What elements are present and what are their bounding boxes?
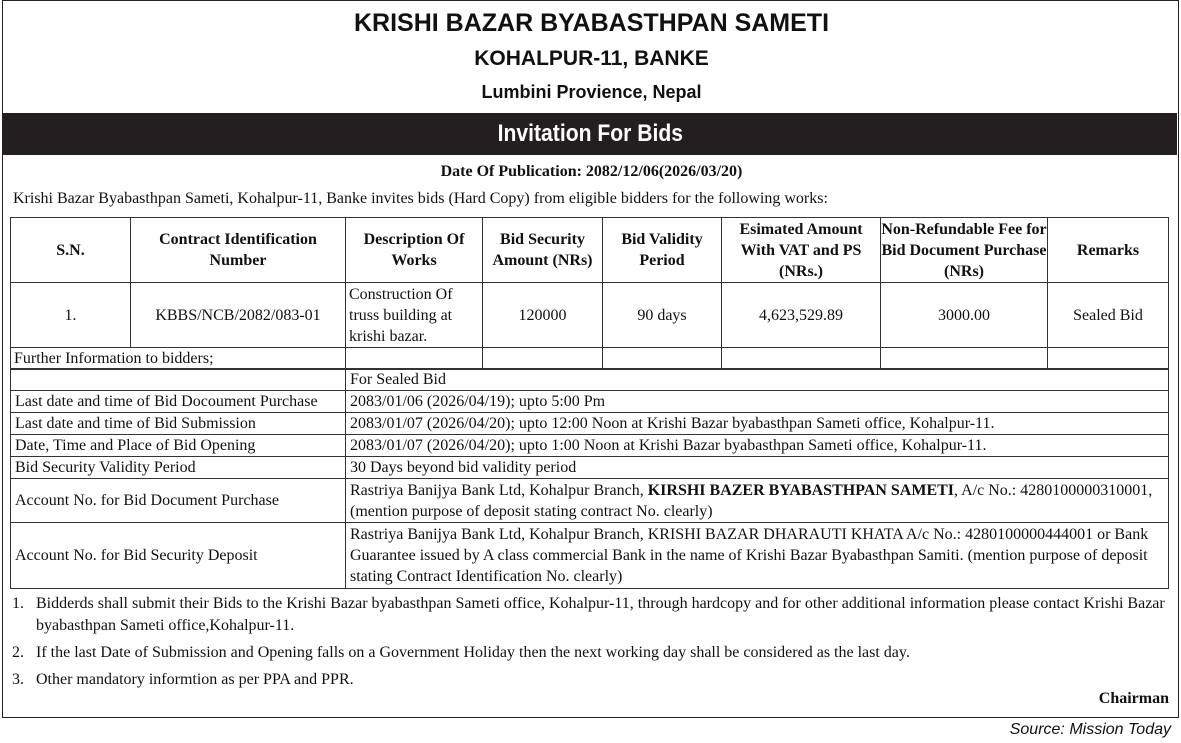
further-info-label: Further Information to bidders; (11, 348, 346, 370)
cell-validity: 90 days (603, 283, 722, 348)
info-label: Account No. for Bid Security Deposit (11, 523, 346, 589)
info-row (11, 523, 1169, 589)
col-header: Non-Refundable Fee for Bid Document Purchase (NRs) (881, 218, 1048, 283)
info-value: 2083/01/06 (2026/04/19); upto 5:00 Pm (346, 391, 1169, 413)
cell-contract-id: KBBS/NCB/2082/083-01 (131, 283, 346, 348)
info-value: 30 Days beyond bid validity period (346, 457, 1169, 479)
col-header: Bid Validity Period (603, 218, 722, 283)
source-credit: Source: Mission Today (1009, 721, 1171, 738)
account-name: KIRSHI BAZER BYABASTHPAN SAMETI (647, 481, 955, 499)
info-label: Last date and time of Bid Docoument Purchase (11, 391, 346, 413)
signature: Chairman (1098, 690, 1169, 707)
note-item: 1. Bidderds shall submit their Bids to the Krishi Bazar byabasthpan Sameti office, Kohalpur-11, through hardcopy and for other additional information please contact Krishi Bazar byabasthpan Sameti office,Kohalpur-11. (12, 595, 1165, 634)
account-text: Rastriya Banijya Bank Ltd, Kohalpur Branch, (350, 481, 648, 499)
col-header: Remarks (1048, 218, 1169, 283)
col-header: Esimated Amount With VAT and PS (NRs.) (722, 218, 881, 283)
bids-table (10, 217, 1169, 370)
notice-banner (3, 113, 1177, 155)
organization-title: KRISHI BAZAR BYABASTHPAN SAMETI (353, 9, 830, 37)
info-row (11, 479, 1169, 523)
cell-description: Construction Of truss building at krishi bazar. (346, 283, 483, 348)
note-item: 2. If the last Date of Submission and Opening falls on a Government Holiday then the next working day shall be considered as the last day. (12, 644, 910, 661)
info-label: Account No. for Bid Document Purchase (11, 479, 346, 523)
info-table (10, 368, 1169, 589)
info-value: 2083/01/07 (2026/04/20); upto 1:00 Noon at Krishi Bazar byabasthpan Sameti office, Kohalpur-11. (346, 435, 1169, 457)
publication-date: Date Of Publication: 2082/12/06(2026/03/20) (440, 163, 743, 180)
sealed-bid-subheader: For Sealed Bid (346, 369, 1169, 391)
col-header: Bid Security Amount (NRs) (483, 218, 603, 283)
info-row (11, 435, 1169, 457)
info-label: Bid Security Validity Period (11, 457, 346, 479)
cell-estimated-amount: 4,623,529.89 (722, 283, 881, 348)
info-row (11, 413, 1169, 435)
col-header: Contract Identification Number (131, 218, 346, 283)
info-row (11, 457, 1169, 479)
info-label: Last date and time of Bid Submission (11, 413, 346, 435)
account-text: , A/c No.: 4280100000310001, (mention purpose of deposit stating contract No. clearly) (350, 481, 1153, 520)
col-header: Description Of Works (346, 218, 483, 283)
info-value: 2083/01/07 (2026/04/20); upto 12:00 Noon at Krishi Bazar byabasthpan Sameti office, Kohalpur-11. (346, 413, 1169, 435)
info-value (346, 479, 1169, 523)
table-header-row (11, 218, 1169, 283)
cell-fee: 3000.00 (881, 283, 1048, 348)
info-value: Rastriya Banijya Bank Ltd, Kohalpur Branch, KRISHI BAZAR DHARAUTI KHATA A/c No.: 4280100000444001 or Bank Guarantee issued by A class commercial Bank in the name of Krishi Bazar Byabasthpan Samiti. (mention purpose of deposit stating Contract Identification No. clearly) (346, 523, 1169, 589)
col-header: S.N. (11, 218, 131, 283)
info-row (11, 391, 1169, 413)
intro-text: Krishi Bazar Byabasthpan Sameti, Kohalpur-11, Banke invites bids (Hard Copy) from eligible bidders for the following works: (13, 190, 828, 207)
cell-sn: 1. (11, 283, 131, 348)
banner-text: Invitation For Bids (497, 120, 683, 147)
table-row (11, 283, 1169, 348)
cell-remarks: Sealed Bid (1048, 283, 1169, 348)
organization-address: KOHALPUR-11, BANKE (474, 47, 709, 70)
further-info-row (11, 348, 1169, 370)
notes-list (12, 593, 1172, 696)
organization-province: Lumbini Provience, Nepal (481, 82, 702, 102)
info-label: Date, Time and Place of Bid Opening (11, 435, 346, 457)
cell-bid-security: 120000 (483, 283, 603, 348)
note-item: 3. Other mandatory informtion as per PPA and PPR. (12, 671, 354, 688)
